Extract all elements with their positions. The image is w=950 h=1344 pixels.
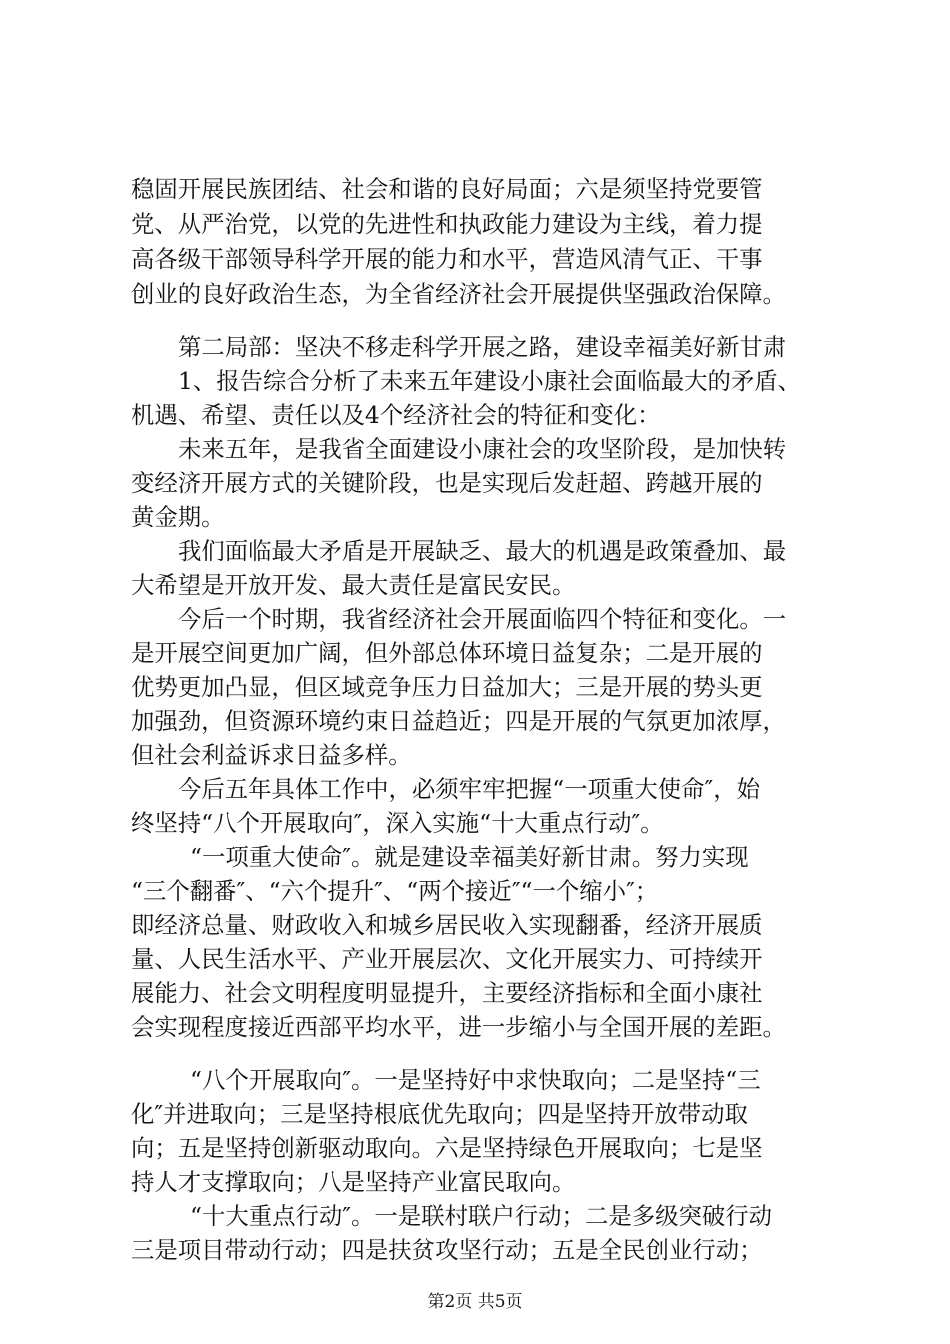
text-line: 会实现程度接近西部平均水平，进一步缩小与全国开展的差距。 — [131, 1013, 786, 1041]
text-line: 我们面临最大矛盾是开展缺乏、最大的机遇是政策叠加、最 — [178, 537, 787, 565]
text-line: 变经济开展方式的关键阶段，也是实现后发赶超、跨越开展的 — [131, 469, 763, 497]
text-line: 化″并进取向；三是坚持根底优先取向；四是坚持开放带动取 — [131, 1100, 748, 1128]
text-line: 三是项目带动行动；四是扶贫攻坚行动；五是全民创业行动； — [131, 1236, 763, 1264]
text-line: 向；五是坚持创新驱动取向。六是坚持绿色开展取向；七是坚 — [131, 1134, 763, 1162]
text-line: 机遇、希望、责任以及4个经济社会的特征和变化： — [131, 401, 661, 429]
text-line: 优势更加凸显，但区域竞争压力日益加大；三是开展的势头更 — [131, 673, 763, 701]
section-heading: 第二局部：坚决不移走科学开展之路，建设幸福美好新甘肃 — [178, 333, 787, 361]
text-line: 未来五年，是我省全面建设小康社会的攻坚阶段，是加快转 — [178, 435, 787, 463]
text-line: 黄金期。 — [131, 503, 225, 531]
text-line: 1、报告综合分析了未来五年建设小康社会面临最大的矛盾、 — [178, 367, 802, 395]
text-line: “三个翻番″、“六个提升″、“两个接近″“一个缩小″； — [131, 877, 659, 905]
text-line: 即经济总量、财政收入和城乡居民收入实现翻番，经济开展质 — [131, 911, 763, 939]
text-line: 大希望是开放开发、最大责任是富民安民。 — [131, 571, 576, 599]
text-line: “八个开展取向″。一是坚持好中求快取向；二是坚持“三 — [190, 1066, 761, 1094]
text-line: 党、从严治党，以党的先进性和执政能力建设为主线，着力提 — [131, 210, 763, 238]
text-line: 展能力、社会文明程度明显提升，主要经济指标和全面小康社 — [131, 979, 763, 1007]
text-line: 创业的良好政治生态，为全省经济社会开展提供坚强政治保障。 — [131, 280, 786, 308]
text-line: 终坚持“八个开展取向″，深入实施“十大重点行动″。 — [131, 809, 664, 837]
text-line: “一项重大使命″。就是建设幸福美好新甘肃。努力实现 — [190, 843, 749, 871]
text-line: 但社会利益诉求日益多样。 — [131, 741, 412, 769]
page-number: 第2页 共5页 — [427, 1292, 523, 1312]
text-line: 今后一个时期，我省经济社会开展面临四个特征和变化。一 — [178, 605, 787, 633]
text-line: 稳固开展民族团结、社会和谐的良好局面；六是须坚持党要管 — [131, 175, 763, 203]
text-line: “十大重点行动″。一是联村联户行动；二是多级突破行动 — [190, 1202, 773, 1230]
text-line: 高各级干部领导科学开展的能力和水平，营造风清气正、干事 — [131, 245, 763, 273]
text-line: 持人才支撑取向；八是坚持产业富民取向。 — [131, 1168, 576, 1196]
text-line: 加强劲，但资源环境约束日益趋近；四是开展的气氛更加浓厚， — [131, 707, 786, 735]
text-line: 量、人民生活水平、产业开展层次、文化开展实力、可持续开 — [131, 945, 763, 973]
text-line: 是开展空间更加广阔，但外部总体环境日益复杂；二是开展的 — [131, 639, 763, 667]
text-line: 今后五年具体工作中，必须牢牢把握“一项重大使命″，始 — [178, 775, 761, 803]
